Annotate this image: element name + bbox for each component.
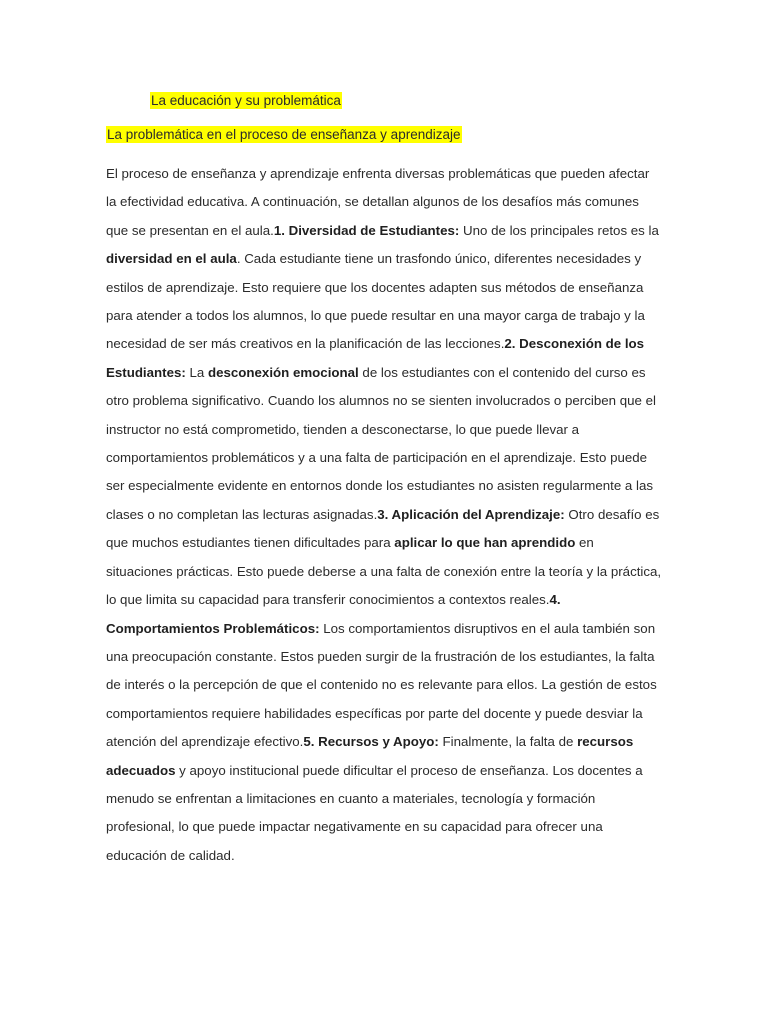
section-4-text-a: Los comportamientos disruptivos en el aula también son una preocupación constante. Estos pueden surgir de la frustración de los estudiantes, la falta de interés o la percepción de que el contenido no es relevante para ellos. La gestión de estos comportamientos requiere habilidades específicas por parte del docente y puede desviar la atención del aprendizaje efectivo. bbox=[106, 620, 657, 750]
section-1-text-b: . Cada estudiante tiene un trasfondo único, diferentes necesidades y estilos de aprendizaje. Esto requiere que los docentes adapten sus métodos de enseñanza para atender a todos los alumnos, lo que puede resultar en una mayor carga de trabajo y la necesidad de ser más creativos en la planificación de las lecciones. bbox=[106, 251, 645, 352]
title-highlight: La educación y su problemática bbox=[151, 93, 341, 108]
document-title bbox=[150, 91, 342, 111]
section-2-text-b: de los estudiantes con el contenido del curso es otro problema significativo. Cuando los alumnos no se sienten involucrados o perciben que el instructor no está comprometido, tienden a desconectarse, lo que puede llevar a comportamientos problemáticos y a una falta de participación en el aprendizaje. Esto puede ser especialmente evidente en entornos donde los estudiantes no asisten regularmente a las clases o no completan las lecturas asignadas. bbox=[106, 364, 656, 522]
subtitle-highlight: La problemática en el proceso de enseñanza y aprendizaje bbox=[107, 127, 461, 142]
section-1-heading: 1. Diversidad de Estudiantes: bbox=[273, 222, 460, 238]
document-subtitle bbox=[106, 125, 462, 145]
section-3-emphasis: aplicar lo que han aprendido bbox=[394, 535, 576, 551]
section-1-text-a: Uno de los principales retos es la bbox=[459, 222, 659, 238]
section-2-text-a: La bbox=[185, 364, 208, 380]
section-5-emphasis: recursos adecuados bbox=[106, 734, 634, 778]
intro-text: El proceso de enseñanza y aprendizaje enfrenta diversas problemáticas que pueden afectar la efectividad educativa. A continuación, se detallan algunos de los desafíos más comunes que se presentan en el aula. bbox=[106, 166, 650, 238]
section-2-heading: 2. Desconexión de los Estudiantes: bbox=[106, 336, 645, 380]
section-5-text-a: Finalmente, la falta de bbox=[438, 734, 578, 750]
section-1-emphasis: diversidad en el aula bbox=[106, 251, 237, 267]
section-4-heading: 4. Comportamientos Problemáticos: bbox=[106, 592, 561, 636]
section-2-emphasis: desconexión emocional bbox=[207, 364, 359, 380]
section-3-text-a: Otro desafío es que muchos estudiantes tienen dificultades para bbox=[106, 506, 660, 551]
section-3-heading: 3. Aplicación del Aprendizaje: bbox=[377, 506, 565, 522]
section-3-text-b: en situaciones prácticas. Esto puede deberse a una falta de conexión entre la teoría y la práctica, lo que limita su capacidad para transferir conocimientos a contextos reales. bbox=[106, 535, 662, 608]
section-5-heading: 5. Recursos y Apoyo: bbox=[303, 734, 439, 750]
section-5-text-b: y apoyo institucional puede dificultar el proceso de enseñanza. Los docentes a menudo se enfrentan a limitaciones en cuanto a materiales, tecnología y formación profesional, lo que puede impactar negativamente en su capacidad para ofrecer una educación de calidad. bbox=[106, 762, 643, 863]
body-paragraph bbox=[106, 160, 662, 870]
